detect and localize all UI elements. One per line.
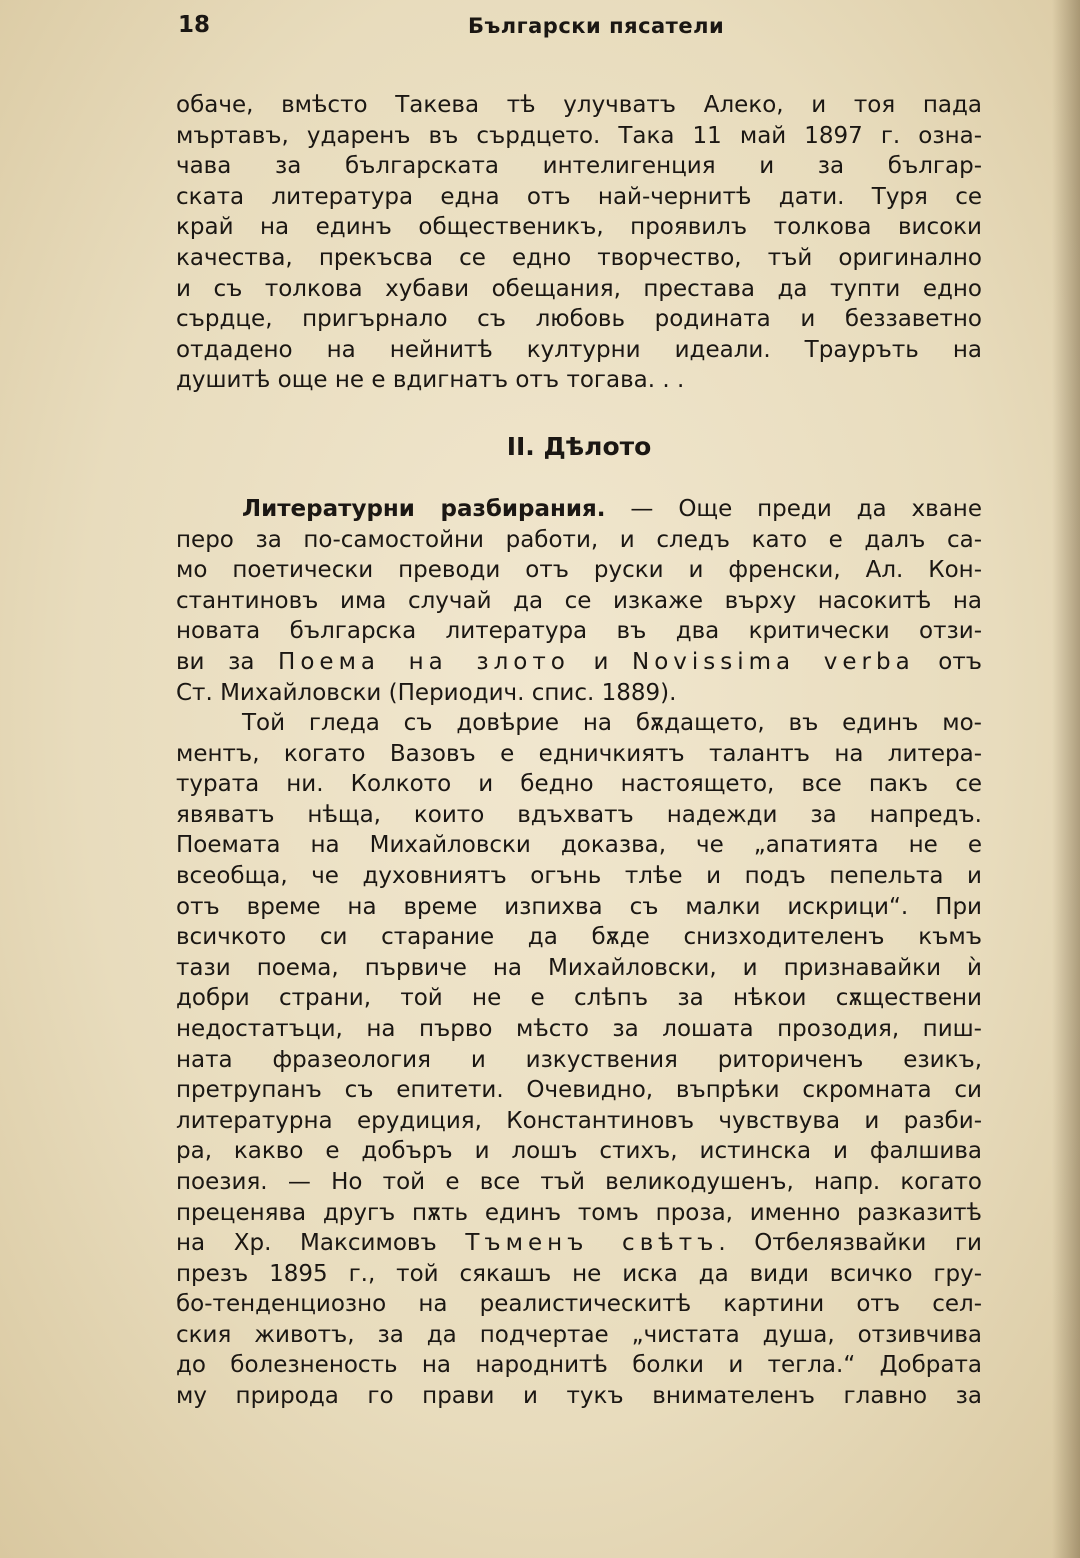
text-line: перо за по-самостойни работи, и следъ като е далъ са- [176,526,982,553]
text-span: отъ [914,648,982,675]
text-line: чава за българската интелигенция и за българ- [176,153,982,180]
text-line [176,647,982,678]
text-line: отъ време на време изпихва съ малки искрици“. При [176,893,982,920]
text-line: тази поема, първиче на Михайловски, и признавайки ѝ [176,954,982,981]
text-line: ския животъ, за да подчертае „чистата душа, отзивчива [176,1321,982,1348]
text-line: ра, какво е добъръ и лошъ стихъ, истинска и фалшива [176,1138,982,1165]
running-title: Български пясатели [468,14,725,38]
text-span: . Отбелязвайки ги [718,1230,983,1257]
text-line: явяватъ нѣща, които вдъхватъ надежди за напредъ. [176,801,982,828]
text-line: душитѣ още не е вдигнатъ отъ тогава. . . [176,367,685,394]
paragraph-2 [176,494,982,708]
text-line [176,494,982,525]
text-line: му природа го прави и тукъ внимателенъ главно за [176,1383,982,1410]
text-line: турата ни. Колкото и бедно настоящето, все пакъ се [176,771,982,798]
text-line: сърдце, пригърнало съ любовь родината и беззаветно [176,306,982,333]
work-title: Novissima verba [632,648,915,675]
text-line: всичкото си старание да бѫде снизходителенъ къмъ [176,924,982,951]
text-line: мо поетически преводи отъ руски и френски, Ал. Кон- [176,557,982,584]
text-line: презъ 1895 г., той сякашъ не иска да види всичко гру- [176,1260,982,1287]
text-line: добри страни, той не е слѣпъ за нѣкои сѫществени [176,985,982,1012]
paragraph-1 [176,90,982,396]
work-title: Поема на злото [278,648,570,675]
paragraph-lead: Литературни разбирания. [242,496,606,522]
page-number: 18 [178,12,211,38]
text-line: край на единъ общественикъ, проявилъ толкова високи [176,214,982,241]
text-line: Ст. Михайловски (Периодич. спис. 1889). [176,679,677,706]
text-line: до болезненость на народнитѣ болки и тегла.“ Добрата [176,1352,982,1379]
text-line: и съ толкова хубави обещания, престава да тупти едно [176,275,982,302]
text-line: ската литература една отъ най-чернитѣ дати. Туря се [176,183,982,210]
section-heading: II. Дѣлото [506,432,652,461]
text-line: ментъ, когато Вазовъ е едничкиятъ талантъ на литера- [176,740,982,767]
text-line: преценява другъ пѫть единъ томъ проза, именно разказитѣ [176,1199,982,1226]
text-span: на Хр. Максимовъ [176,1230,466,1257]
text-line: литературна ерудиция, Константиновъ чувствува и разби- [176,1107,982,1134]
running-header [178,12,978,44]
text-line: Поемата на Михайловски доказва, че „апатията не е [176,832,982,859]
text-line: ната фразеология и изкуствения риториченъ езикъ, [176,1046,982,1073]
text-line: обаче, вмѣсто Такева тѣ улучватъ Алеко, и тоя пада [176,92,982,118]
paragraph-3 [176,708,982,1412]
text-line: всеобща, че духовниятъ огънь тлѣе и подъ пепельта и [176,862,982,889]
page-edge-shadow [1052,0,1080,1558]
text-line: отдадено на нейнитѣ културни идеали. Трауръть на [176,336,982,363]
text-line: претрупанъ съ епитети. Очевидно, въпрѣки скромната си [176,1077,982,1104]
text-line: недостатъци, на първо мѣсто за лошата прозодия, пиш- [176,1015,982,1042]
text-line: новата българска литература въ два критически отзи- [176,618,982,645]
text-span: и [569,648,633,675]
text-line: Той гледа съ довѣрие на бѫдащето, въ единъ мо- [242,710,982,736]
text-line: бо-тенденциозно на реалистическитѣ картини отъ сел- [176,1291,982,1318]
text-line: стантиновъ има случай да се изкаже върху насокитѣ на [176,587,982,614]
text-span: ви за [176,648,279,675]
text-line: поезия. — Но той е все тъй великодушенъ, напр. когато [176,1168,982,1195]
text-span: — Още преди да хване [605,496,982,522]
text-line: мъртавъ, ударенъ въ сърдцето. Така 11 май 1897 г. озна- [176,122,982,149]
text-line [176,1228,982,1259]
text-line: качества, прекъсва се едно творчество, тъй оригинално [176,244,982,271]
work-title: Тъменъ свѣтъ [465,1230,719,1257]
